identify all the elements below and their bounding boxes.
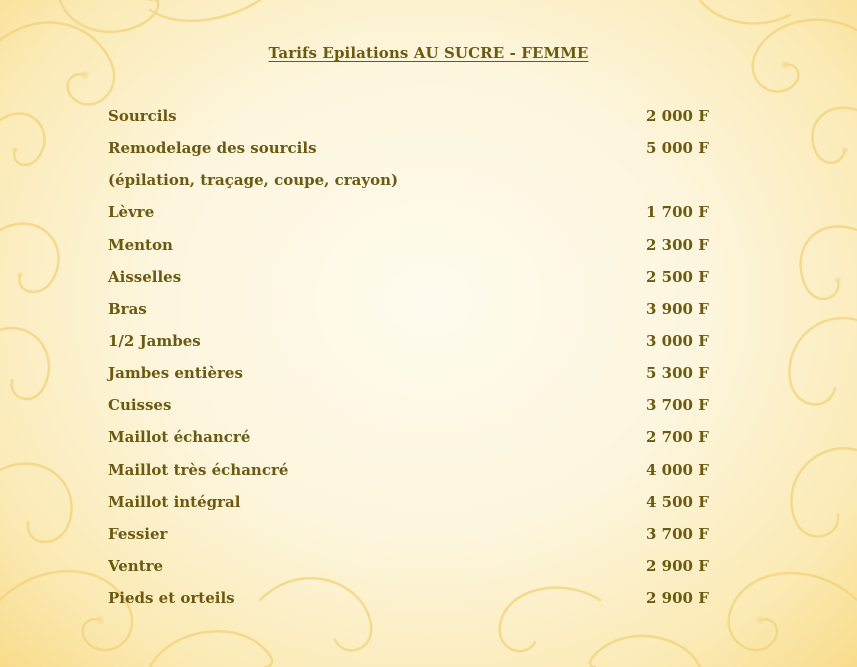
service-name: Jambes entières [108,364,243,383]
service-price: 3 900 F [646,299,709,318]
service-price: 3 700 F [646,524,709,543]
service-name: Ventre [108,556,164,575]
service-name: Maillot très échancré [108,460,289,479]
service-name: Pieds et orteils [108,589,235,608]
service-price: 3 700 F [646,396,709,415]
service-name: Sourcils [108,107,177,125]
price-row [108,360,718,392]
price-row [108,553,718,585]
price-row [108,328,718,360]
service-price: 2 900 F [646,589,709,608]
service-name: Cuisses [108,396,172,415]
price-row [108,424,718,456]
price-row [108,167,718,199]
price-row [108,232,718,264]
service-price: 3 000 F [646,331,709,350]
service-price: 4 000 F [646,460,709,479]
service-name: Lèvre [108,203,155,222]
service-name: (épilation, traçage, coupe, crayon) [108,171,399,190]
service-name: Menton [108,235,173,254]
service-price: 2 000 F [646,107,709,125]
service-price: 2 900 F [646,556,709,575]
service-name: Bras [108,299,147,318]
price-row [108,103,718,135]
service-name: Maillot intégral [108,492,241,511]
price-row [108,199,718,231]
service-name: Remodelage des sourcils [108,139,317,158]
service-name: Maillot échancré [108,428,251,447]
price-row [108,521,718,553]
price-list [108,103,718,617]
page-title: Tarifs Epilations AU SUCRE - FEMME [268,44,589,62]
service-price: 5 300 F [646,364,709,383]
service-price: 1 700 F [646,203,709,222]
price-row [108,489,718,521]
service-price: 5 000 F [646,139,709,158]
service-price: 2 500 F [646,267,709,286]
service-price: 2 300 F [646,235,709,254]
service-name: 1/2 Jambes [108,331,201,350]
price-row [108,392,718,424]
service-name: Aisselles [108,267,182,286]
service-name: Fessier [108,524,168,543]
service-price: 4 500 F [646,492,709,511]
price-row [108,296,718,328]
price-row [108,585,718,617]
price-row [108,264,718,296]
price-row [108,457,718,489]
service-price: 2 700 F [646,428,709,447]
price-row [108,135,718,167]
